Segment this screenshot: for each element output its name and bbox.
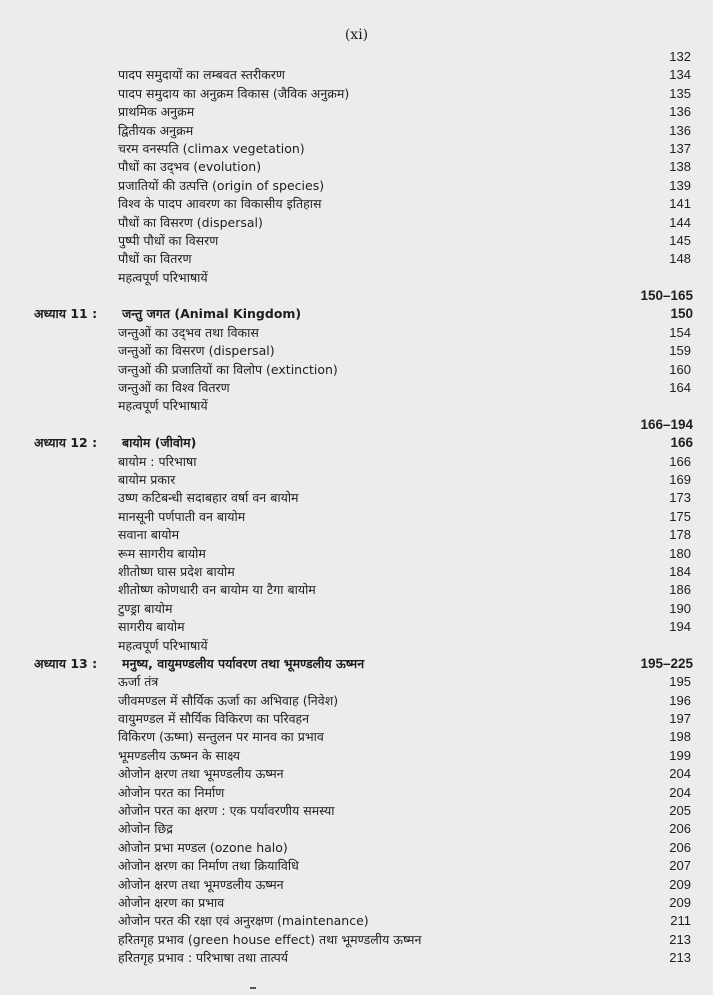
entry-title: ओजोन प्रभा मण्डल (ozone halo) bbox=[118, 839, 288, 855]
entry-page-number: 186 bbox=[669, 582, 691, 598]
bottom-mark bbox=[250, 987, 256, 989]
entry-title: चरम वनस्पति (climax vegetation) bbox=[118, 140, 305, 156]
entry-page-number: 175 bbox=[669, 508, 691, 524]
entry-title: पौधों का विसरण (dispersal) bbox=[118, 214, 263, 230]
toc-entry-row bbox=[0, 48, 713, 66]
toc-entry-row bbox=[0, 122, 713, 140]
toc-entry-row bbox=[0, 876, 713, 894]
entry-title: जन्तुओं की प्रजातियों का विलोप (extinction) bbox=[118, 361, 338, 377]
entry-title: हरितगृह प्रभाव : परिभाषा तथा तात्पर्य bbox=[118, 950, 288, 966]
entry-title: द्वितीयक अनुक्रम bbox=[118, 122, 194, 138]
entry-page-number: 213 bbox=[669, 931, 691, 947]
entry-title: भूमण्डलीय ऊष्मन के साक्ष्य bbox=[118, 747, 241, 763]
entry-title: मानसूनी पर्णपाती वन बायोम bbox=[118, 508, 246, 524]
entry-title: महत्वपूर्ण परिभाषायें bbox=[118, 398, 208, 414]
toc-entry-row bbox=[0, 728, 713, 746]
entry-page-number: 206 bbox=[669, 839, 691, 855]
toc-entry-row bbox=[0, 563, 713, 581]
entry-title: पौधों का वितरण bbox=[118, 251, 192, 267]
chapter-title: जन्तु जगत (Animal Kingdom) bbox=[122, 306, 302, 322]
chapter-row bbox=[0, 305, 713, 323]
chapter-title: मनुष्य, वायुमण्डलीय पर्यावरण तथा भूमण्डलीय ऊष्मन bbox=[122, 655, 365, 671]
entry-title: ओजोन क्षरण का निर्माण तथा क्रियाविधि bbox=[118, 858, 299, 874]
toc-entry-row bbox=[0, 618, 713, 636]
entry-page-number: 209 bbox=[669, 876, 691, 892]
entry-page-number: 199 bbox=[669, 747, 691, 763]
entry-page-number: 164 bbox=[669, 380, 691, 396]
entry-page-number: 169 bbox=[669, 471, 691, 487]
entry-page-number: 136 bbox=[669, 122, 691, 138]
toc-entry-row bbox=[0, 637, 713, 655]
entry-page-number: 132 bbox=[669, 49, 691, 64]
entry-page-number: 166 bbox=[670, 435, 693, 451]
entry-title: बायोम प्रकार bbox=[118, 471, 176, 487]
entry-page-number: 194 bbox=[669, 619, 691, 635]
entry-page-number: 184 bbox=[669, 563, 691, 579]
chapter-title: बायोम (जीवोम) bbox=[122, 435, 197, 451]
entry-page-number: 198 bbox=[669, 729, 691, 745]
table-of-contents bbox=[0, 48, 713, 968]
entry-page-number: 213 bbox=[669, 950, 691, 966]
toc-entry-row bbox=[0, 324, 713, 342]
entry-title: ओजोन परत का क्षरण : एक पर्यावरणीय समस्या bbox=[118, 803, 335, 819]
toc-entry-row bbox=[0, 250, 713, 268]
entry-page-number: 137 bbox=[669, 140, 691, 156]
entry-page-number: 141 bbox=[669, 196, 691, 212]
chapter-page-range: 166–194 bbox=[640, 416, 693, 432]
toc-entry-row bbox=[0, 747, 713, 765]
toc-entry-row bbox=[0, 177, 713, 195]
entry-page-number: 209 bbox=[669, 894, 691, 910]
toc-entry-row bbox=[0, 912, 713, 930]
toc-entry-row bbox=[0, 526, 713, 544]
entry-title: जन्तुओं का उद्‌भव तथा विकास bbox=[118, 324, 259, 340]
entry-page-number: 144 bbox=[669, 214, 691, 230]
entry-page-number: 148 bbox=[669, 251, 691, 267]
entry-page-number: 159 bbox=[669, 343, 691, 359]
toc-entry-row bbox=[0, 361, 713, 379]
entry-page-number: 154 bbox=[669, 324, 691, 340]
entry-page-number: 180 bbox=[669, 545, 691, 561]
entry-title: सागरीय बायोम bbox=[118, 619, 185, 635]
entry-title: ओजोन क्षरण तथा भूमण्डलीय ऊष्मन bbox=[118, 876, 284, 892]
toc-entry-row bbox=[0, 949, 713, 967]
toc-entry-row bbox=[0, 857, 713, 875]
entry-page-number: 196 bbox=[669, 692, 691, 708]
entry-title: पादप समुदाय का अनुक्रम विकास (जैविक अनुक्रम) bbox=[118, 85, 350, 101]
toc-entry-row bbox=[0, 489, 713, 507]
entry-page-number: 207 bbox=[669, 858, 691, 874]
page-number: (xi) bbox=[344, 27, 369, 43]
chapter-row bbox=[0, 434, 713, 452]
entry-page-number: 205 bbox=[669, 803, 691, 819]
toc-entry-row bbox=[0, 103, 713, 121]
toc-entry-row bbox=[0, 85, 713, 103]
entry-page-number: 195–225 bbox=[640, 655, 693, 671]
toc-entry-row bbox=[0, 784, 713, 802]
entry-title: शीतोष्ण कोणधारी वन बायोम या टैगा बायोम bbox=[118, 582, 316, 598]
entry-page-number: 197 bbox=[669, 711, 691, 727]
toc-entry-row bbox=[0, 820, 713, 838]
entry-title: सवाना बायोम bbox=[118, 527, 180, 543]
entry-page-number: 173 bbox=[669, 490, 691, 506]
entry-title: रूम सागरीय बायोम bbox=[118, 545, 206, 561]
entry-title: महत्वपूर्ण परिभाषायें bbox=[118, 637, 208, 653]
entry-title: पादप समुदायों का लम्बवत स्तरीकरण bbox=[118, 67, 285, 83]
entry-page-number: 150 bbox=[670, 306, 693, 322]
entry-title: ओजोन क्षरण का प्रभाव bbox=[118, 894, 225, 910]
entry-title: बायोम : परिभाषा bbox=[118, 453, 197, 469]
toc-entry-row bbox=[0, 710, 713, 728]
toc-entry-row bbox=[0, 287, 713, 305]
toc-entry-row bbox=[0, 673, 713, 691]
entry-page-number: 138 bbox=[669, 159, 691, 175]
entry-title: पुष्पी पौधों का विसरण bbox=[118, 232, 219, 248]
toc-entry-row bbox=[0, 140, 713, 158]
toc-entry-row bbox=[0, 379, 713, 397]
entry-page-number: 211 bbox=[670, 913, 691, 929]
toc-entry-row bbox=[0, 802, 713, 820]
toc-entry-row bbox=[0, 214, 713, 232]
toc-entry-row bbox=[0, 195, 713, 213]
entry-page-number: 195 bbox=[669, 674, 691, 690]
entry-title: महत्वपूर्ण परिभाषायें bbox=[118, 269, 208, 285]
chapter-row bbox=[0, 655, 713, 673]
toc-entry-row bbox=[0, 342, 713, 360]
toc-entry-row bbox=[0, 416, 713, 434]
entry-title: हरितगृह प्रभाव (green house effect) तथा भूमण्डलीय ऊष्मन bbox=[118, 931, 422, 947]
entry-page-number: 139 bbox=[669, 177, 691, 193]
toc-entry-row bbox=[0, 839, 713, 857]
entry-title: जन्तुओं का विसरण (dispersal) bbox=[118, 343, 275, 359]
entry-title: ओजोन छिद्र bbox=[118, 821, 173, 837]
toc-entry-row bbox=[0, 269, 713, 287]
entry-page-number: 134 bbox=[669, 67, 691, 83]
entry-title: ऊर्जा तंत्र bbox=[118, 674, 159, 690]
toc-entry-row bbox=[0, 600, 713, 618]
entry-page-number: 190 bbox=[669, 600, 691, 616]
toc-entry-row bbox=[0, 397, 713, 415]
entry-page-number: 204 bbox=[669, 766, 691, 782]
entry-title: टुण्ड्रा बायोम bbox=[118, 600, 173, 616]
entry-title: जन्तुओं का विश्व वितरण bbox=[118, 380, 230, 396]
chapter-label: अध्याय 12 : bbox=[34, 435, 98, 451]
entry-page-number: 204 bbox=[669, 784, 691, 800]
entry-title: उष्ण कटिबन्धी सदाबहार वर्षा वन बायोम bbox=[118, 490, 299, 506]
entry-page-number: 136 bbox=[669, 104, 691, 120]
entry-title: वायुमण्डल में सौर्यिक विकिरण का परिवहन bbox=[118, 711, 310, 727]
toc-entry-row bbox=[0, 765, 713, 783]
entry-title: प्राथमिक अनुक्रम bbox=[118, 104, 195, 120]
toc-entry-row bbox=[0, 692, 713, 710]
toc-entry-row bbox=[0, 232, 713, 250]
chapter-label: अध्याय 13 : bbox=[34, 655, 98, 671]
entry-title: ओजोन परत का निर्माण bbox=[118, 784, 225, 800]
entry-title: प्रजातियों की उत्पत्ति (origin of species) bbox=[118, 177, 325, 193]
chapter-page-range: 150–165 bbox=[640, 288, 693, 304]
toc-entry-row bbox=[0, 894, 713, 912]
entry-title: जीवमण्डल में सौर्यिक ऊर्जा का अभिवाह (निवेश) bbox=[118, 692, 339, 708]
chapter-label: अध्याय 11 : bbox=[34, 306, 98, 322]
toc-entry-row bbox=[0, 581, 713, 599]
entry-title: ओजोन परत की रक्षा एवं अनुरक्षण (maintenance) bbox=[118, 913, 369, 929]
entry-page-number: 160 bbox=[669, 361, 691, 377]
entry-title: शीतोष्ण घास प्रदेश बायोम bbox=[118, 563, 235, 579]
entry-title: पौधों का उद्‌भव (evolution) bbox=[118, 159, 262, 175]
entry-page-number: 206 bbox=[669, 821, 691, 837]
toc-entry-row bbox=[0, 66, 713, 84]
entry-page-number: 166 bbox=[669, 453, 691, 469]
entry-page-number: 135 bbox=[669, 85, 691, 101]
toc-entry-row bbox=[0, 158, 713, 176]
toc-entry-row bbox=[0, 471, 713, 489]
entry-title: विकिरण (ऊष्मा) सन्तुलन पर मानव का प्रभाव bbox=[118, 729, 324, 745]
toc-entry-row bbox=[0, 545, 713, 563]
entry-title: विश्व के पादप आवरण का विकासीय इतिहास bbox=[118, 196, 322, 212]
toc-entry-row bbox=[0, 931, 713, 949]
entry-page-number: 178 bbox=[669, 527, 691, 543]
entry-title: ओजोन क्षरण तथा भूमण्डलीय ऊष्मन bbox=[118, 766, 284, 782]
entry-page-number: 145 bbox=[669, 232, 691, 248]
toc-entry-row bbox=[0, 453, 713, 471]
toc-entry-row bbox=[0, 508, 713, 526]
